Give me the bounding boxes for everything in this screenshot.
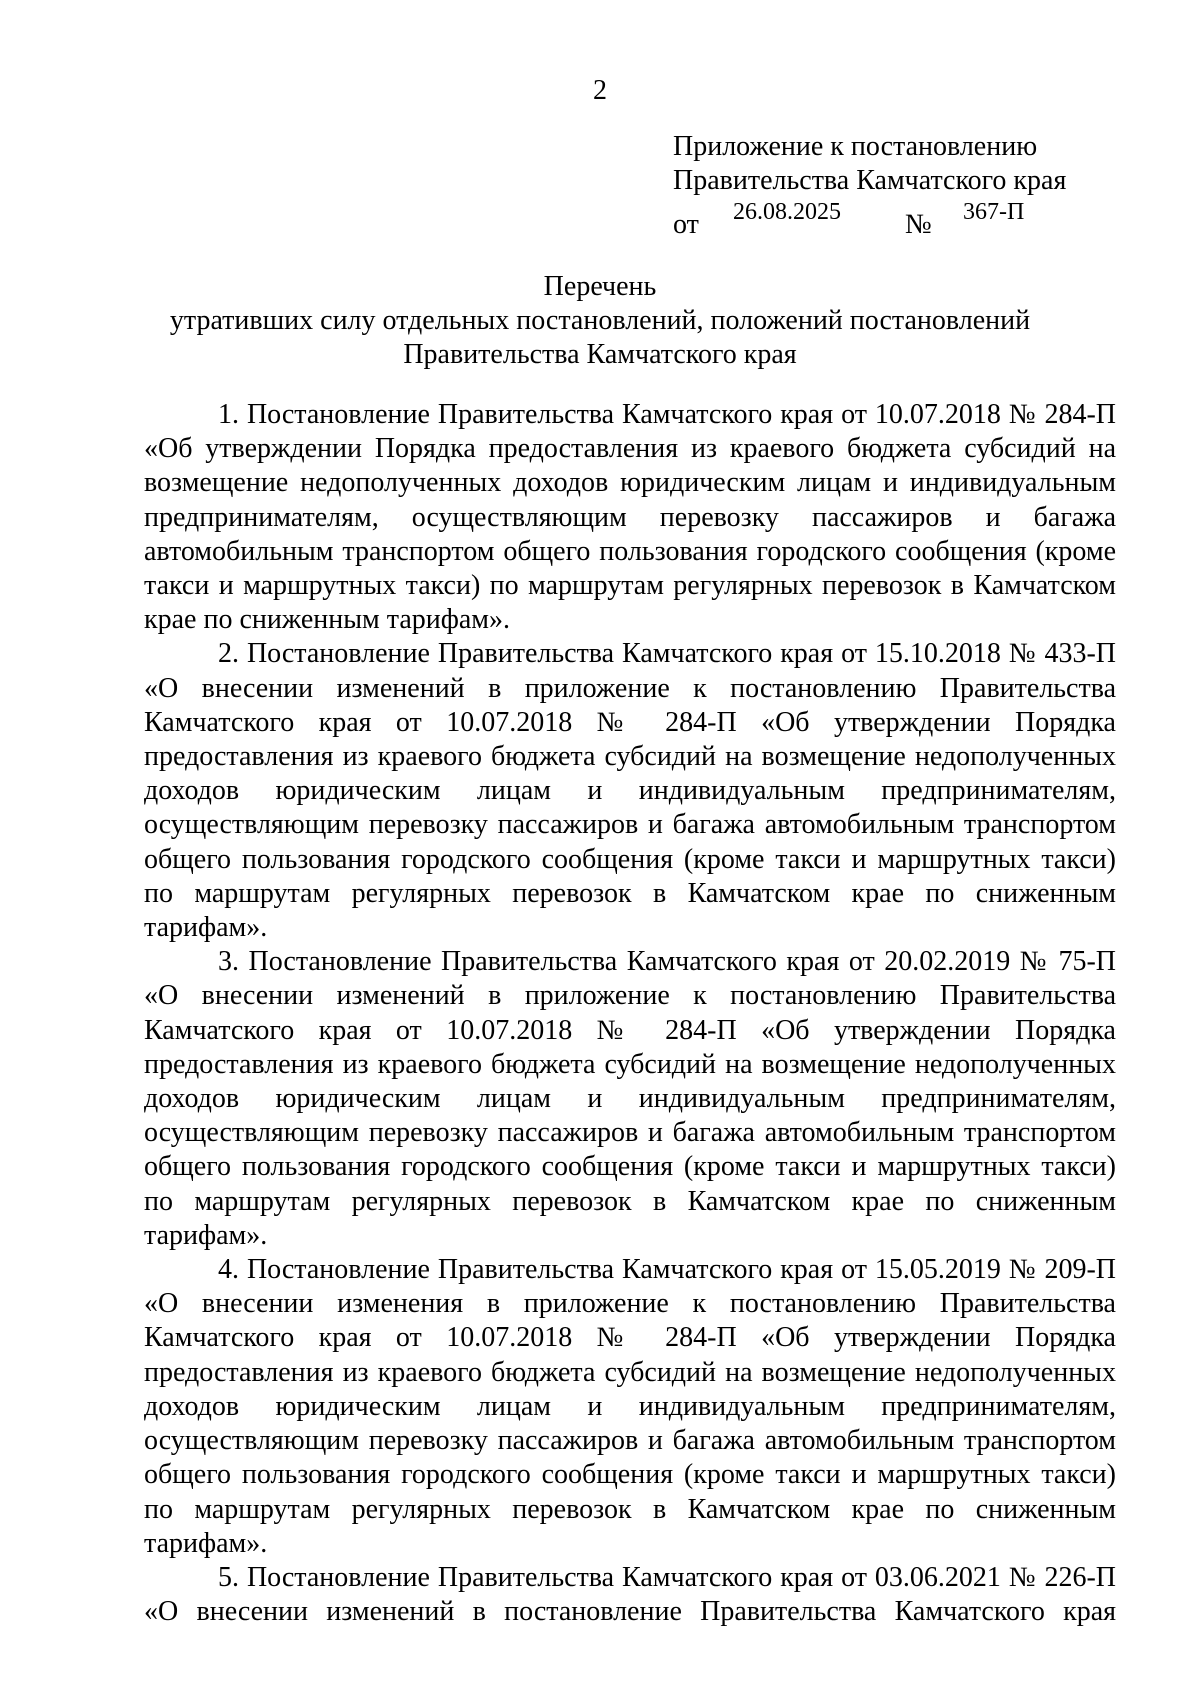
number-label: №	[905, 209, 932, 240]
list-item-5: 5. Постановление Правительства Камчатского края от 03.06.2021 № 226-П «О внесении изменений в постановление Правительства Камчатского края	[144, 1561, 1116, 1628]
list-item-4: 4. Постановление Правительства Камчатского края от 15.05.2019 № 209-П «О внесении изменения в приложение к постановлению Правительства Камчатского края от 10.07.2018 № 284-П «Об утверждении Порядка предоставления из краевого бюджета субсидий на возмещение недополученных доходов юридическим лицам и индивидуальным предпринимателям, осуществляющим перевозку пассажиров и багажа автомобильным транспортом общего пользования городского сообщения (кроме такси и маршрутных такси) по маршрутам регулярных перевозок в Камчатском крае по сниженным тарифам».	[144, 1254, 1116, 1559]
appendix-line-2: Правительства Камчатского края	[673, 165, 1067, 196]
appendix-header	[673, 130, 1067, 240]
document-body	[144, 398, 1116, 1629]
resolution-number: 367-П	[963, 199, 1025, 225]
list-item-3: 3. Постановление Правительства Камчатского края от 20.02.2019 № 75-П «О внесении изменений в приложение к постановлению Правительства Камчатского края от 10.07.2018 № 284-П «Об утверждении Порядка предоставления из краевого бюджета субсидий на возмещение недополученных доходов юридическим лицам и индивидуальным предпринимателям, осуществляющим перевозку пассажиров и багажа автомобильным транспортом общего пользования городского сообщения (кроме такси и маршрутных такси) по маршрутам регулярных перевозок в Камчатском крае по сниженным тарифам».	[144, 946, 1116, 1251]
appendix-line-1: Приложение к постановлению	[673, 131, 1038, 162]
resolution-date: 26.08.2025	[733, 199, 841, 225]
list-item-1: 1. Постановление Правительства Камчатского края от 10.07.2018 № 284-П «Об утверждении Порядка предоставления из краевого бюджета субсидий на возмещение недополученных доходов юридическим лицам и индивидуальным предпринимателям, осуществляющим перевозку пассажиров и багажа автомобильным транспортом общего пользования городского сообщения (кроме такси и маршрутных такси) по маршрутам регулярных перевозок в Камчатском крае по сниженным тарифам».	[144, 399, 1116, 636]
title-line-3: Правительства Камчатского края	[403, 339, 797, 370]
date-label: от	[673, 209, 699, 240]
list-item-2: 2. Постановление Правительства Камчатского края от 15.10.2018 № 433-П «О внесении изменений в приложение к постановлению Правительства Камчатского края от 10.07.2018 № 284-П «Об утверждении Порядка предоставления из краевого бюджета субсидий на возмещение недополученных доходов юридическим лицам и индивидуальным предпринимателям, осуществляющим перевозку пассажиров и багажа автомобильным транспортом общего пользования городского сообщения (кроме такси и маршрутных такси) по маршрутам регулярных перевозок в Камчатском крае по сниженным тарифам».	[144, 638, 1116, 944]
title-line-2: утративших силу отдельных постановлений, положений постановлений	[169, 305, 1031, 336]
document-title	[0, 270, 1200, 372]
page-number: 2	[593, 75, 607, 106]
title-line-1: Перечень	[543, 271, 657, 302]
appendix-requisites	[673, 198, 1066, 240]
